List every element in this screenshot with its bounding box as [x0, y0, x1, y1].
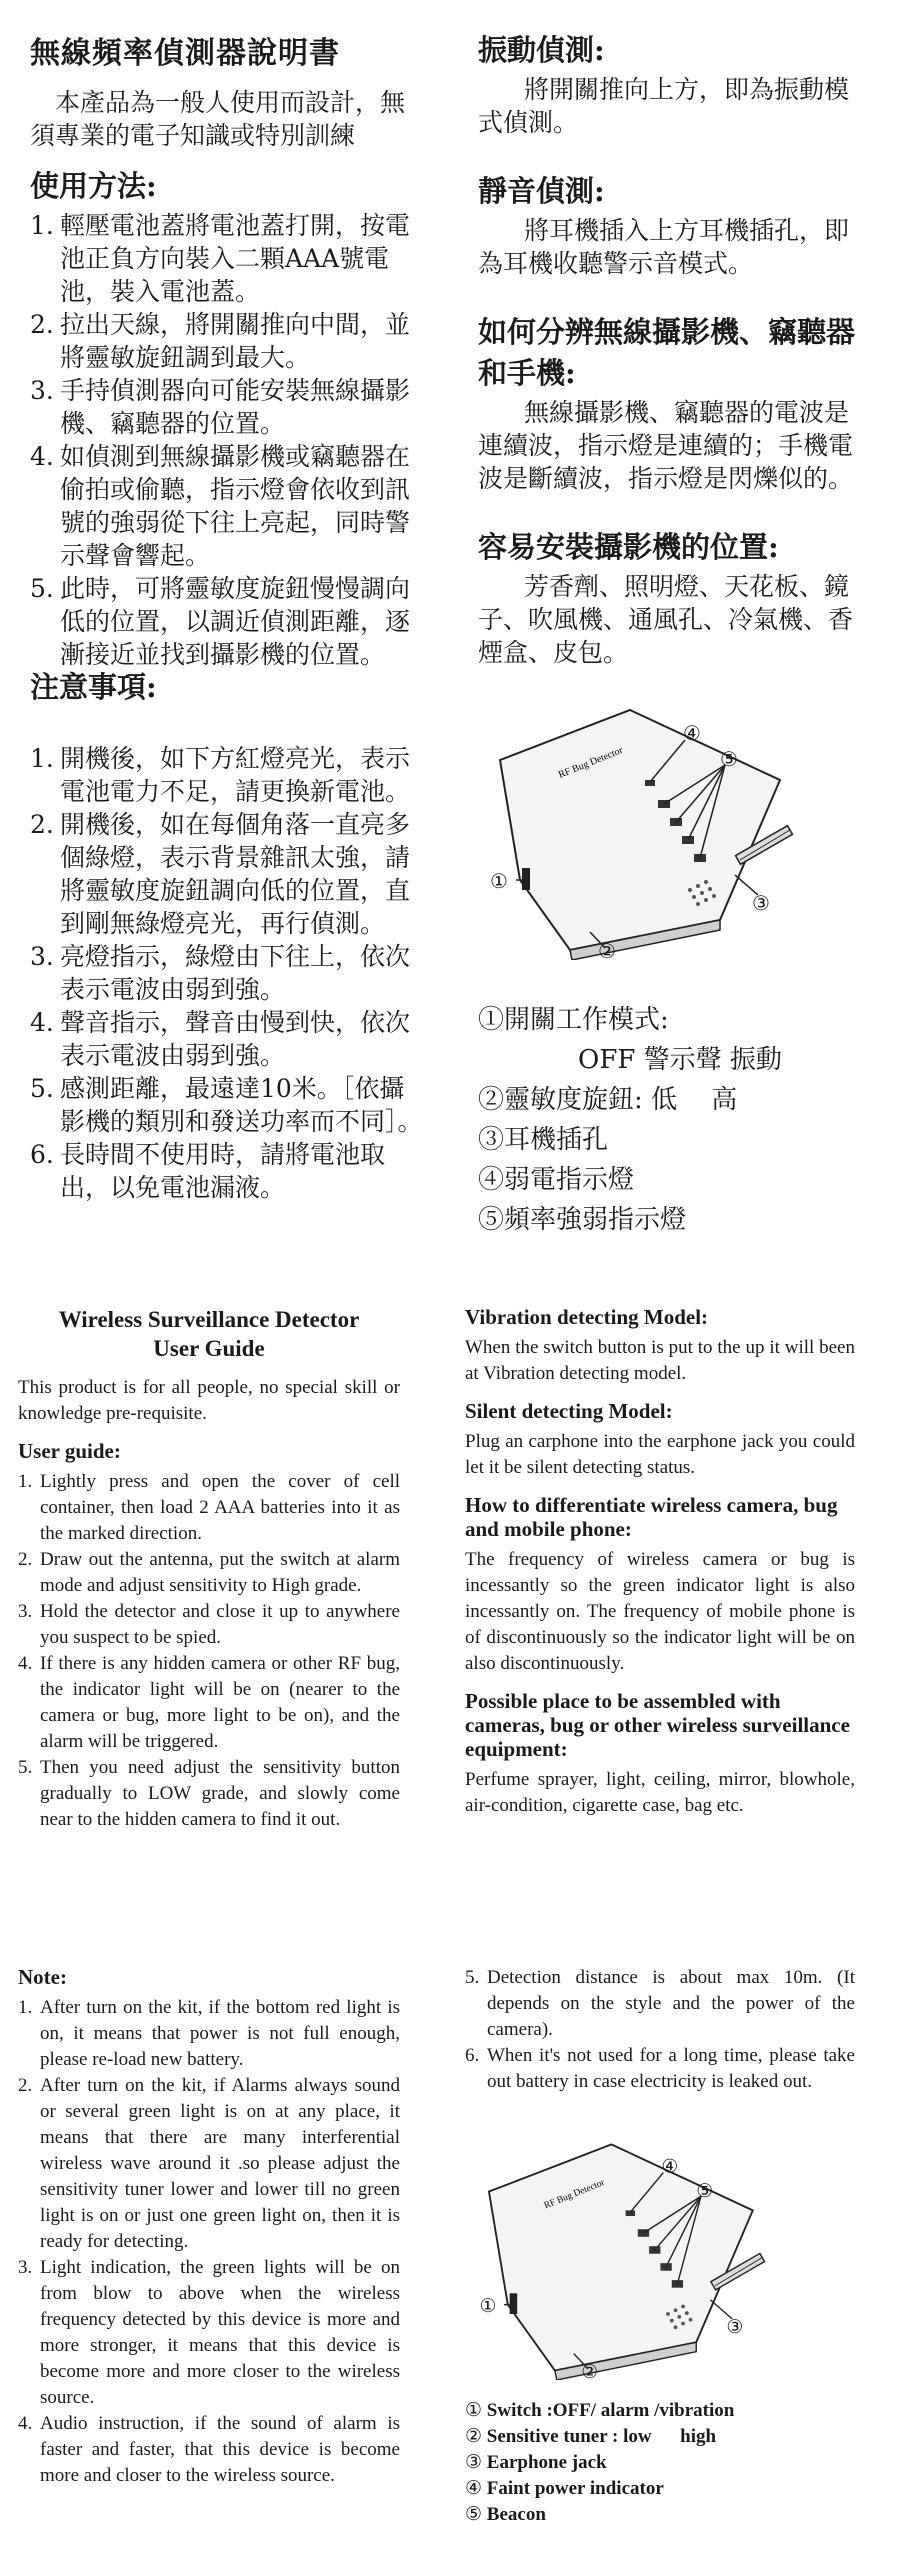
- mode-switch: [522, 868, 530, 890]
- zh-notes-list: [30, 742, 425, 1204]
- list-item: 6. 長時間不使用時，請將電池取出，以免電池漏液。: [30, 1140, 386, 1202]
- legend-item: ⑤頻率強弱指示燈: [478, 1205, 687, 1235]
- list-item: 4. If there is any hidden camera or other RF bug, the indicator light will be on (nearer to the camera or bug, more light to be on), and the alarm will be triggered.: [18, 1653, 400, 1752]
- legend-item: ④弱電指示燈: [478, 1165, 635, 1195]
- en-vibration-text: When the switch button is put to the up it will been at Vibration detecting model.: [465, 1337, 855, 1384]
- list-item: 5. Then you need adjust the sensitivity button gradually to LOW grade, and slowly come near to the hidden camera to find it out.: [18, 1757, 400, 1830]
- en-vibration-heading: Vibration detecting Model:: [465, 1305, 709, 1329]
- en-guide-list: [18, 1469, 400, 1833]
- list-item: 2. 開機後，如在每個角落一直亮多個綠燈，表示背景雜訊太強，請將靈敏度旋鈕調向低的位置，直到剛無綠燈亮光，再行偵測。: [30, 810, 411, 938]
- zh-vibration-text: 將開關推向上方，即為振動模式偵測。: [478, 75, 850, 137]
- legend-item: ② Sensitive tuner : low high: [465, 2426, 717, 2447]
- list-item: 3. Light indication, the green lights will be on from blow to above when the wireless frequency detected by this device is more and more stronger, it means that this device is become more and more closer to the wireless source.: [18, 2257, 400, 2408]
- zh-title: 無線頻率偵測器說明書: [30, 36, 340, 71]
- legend-item: ②靈敏度旋鈕: 低 高: [478, 1085, 738, 1115]
- zh-silent-heading: 靜音偵測:: [478, 174, 605, 208]
- zh-notes-section: [30, 665, 425, 1204]
- en-guide-heading: User guide:: [18, 1439, 121, 1463]
- en-distinguish-heading: How to differentiate wireless camera, bug and mobile phone:: [465, 1493, 838, 1541]
- callout-5: ⑤: [696, 2181, 714, 2203]
- en-title: Wireless Surveillance Detector User Guide: [58, 1307, 360, 1361]
- callout-5: ⑤: [720, 747, 738, 771]
- callout-1: ①: [479, 2296, 497, 2318]
- callout-2: ②: [598, 939, 616, 960]
- list-item: 4. 如偵測到無線攝影機或竊聽器在偷拍或偷聽，指示燈會依收到訊號的強弱從下往上亮起，同時警示聲會響起。: [30, 442, 411, 570]
- en-note-section: [18, 1965, 400, 2489]
- zh-places-heading: 容易安裝攝影機的位置:: [478, 530, 779, 564]
- list-item: 6. When it's not used for a long time, please take out battery in case electricity is leaked out.: [465, 2045, 855, 2092]
- legend-item: OFF 警示聲 振動: [578, 1045, 782, 1075]
- callout-3: ③: [726, 2316, 744, 2338]
- list-item: 5. 感測距離，最遠達10米。［依攝影機的類別和發送功率而不同］。: [30, 1074, 423, 1136]
- device-body: [489, 2144, 753, 2380]
- zh-intro: 本產品為一般人使用而設計，無須專業的電子知識或特別訓練: [30, 88, 406, 150]
- legend-item: ① Switch :OFF/ alarm /vibration: [465, 2400, 735, 2421]
- list-item: 3. Hold the detector and close it up to anywhere you suspect to be spied.: [18, 1601, 400, 1648]
- device-illustration-en: [470, 2135, 800, 2380]
- list-item: 4. Audio instruction, if the sound of alarm is faster and faster, that this device is become more and closer to the wireless source.: [18, 2413, 400, 2486]
- en-silent-text: Plug an carphone into the earphone jack you could let it be silent detecting status.: [465, 1431, 855, 1478]
- list-item: 2. After turn on the kit, if Alarms always sound or several green light is on at any place, it means that there are many interferential wireless wave around it .so please adjust the sensitivity tuner lower and lower till no green light is on or just one green light on, then it is ready for detecting.: [18, 2075, 400, 2252]
- en-note-heading: Note:: [18, 1965, 67, 1989]
- en-silent-heading: Silent detecting Model:: [465, 1399, 673, 1423]
- zh-usage-list: [30, 209, 425, 671]
- en-intro: This product is for all people, no special skill or knowledge pre-requisite.: [18, 1377, 400, 1424]
- list-item: 1. 輕壓電池蓋將電池蓋打開，按電池正負方向裝入二顆AAA號電池，裝入電池蓋。: [30, 211, 411, 306]
- device-label: RF Bug Detector: [542, 2177, 607, 2212]
- zh-distinguish-text: 無線攝影機、竊聽器的電波是連續波，指示燈是連續的；手機電波是斷續波，指示燈是閃爍似的。: [478, 398, 854, 493]
- list-item: 5. Detection distance is about max 10m. (It depends on the style and the power of the camera).: [465, 1967, 855, 2040]
- en-places-heading: Possible place to be assembled with cameras, bug or other wireless surveillance equipment:: [465, 1689, 850, 1761]
- callout-4: ④: [683, 721, 701, 745]
- en-note-list: [18, 1995, 400, 2489]
- device-body: [500, 710, 780, 960]
- zh-distinguish-heading: 如何分辨無線攝影機、竊聽器和手機:: [478, 315, 856, 390]
- device-label: RF Bug Detector: [557, 744, 625, 781]
- list-item: 2. Draw out the antenna, put the switch at alarm mode and adjust sensitivity to High grade.: [18, 1549, 400, 1596]
- legend-item: ③ Earphone jack: [465, 2452, 607, 2473]
- en-right-column: [465, 1305, 855, 1831]
- callout-1: ①: [490, 869, 508, 893]
- zh-left-column: [30, 28, 425, 671]
- zh-right-column: [478, 28, 873, 699]
- list-item: 1. 開機後，如下方紅燈亮光，表示電池電力不足，請更換新電池。: [30, 744, 411, 806]
- zh-vibration-heading: 振動偵測:: [478, 33, 605, 67]
- mode-switch: [510, 2293, 518, 2314]
- zh-silent-text: 將耳機插入上方耳機插孔，即為耳機收聽警示音模式。: [478, 216, 850, 278]
- zh-notes-heading: 注意事項:: [30, 670, 157, 704]
- en-distinguish-text: The frequency of wireless camera or bug is incessantly so the green indicator light is also incessantly on. The frequency of mobile phone is of discontinuously so the indicator light will be on also discontinuously.: [465, 1549, 855, 1674]
- zh-legend: [478, 1000, 878, 1240]
- list-item: 1. After turn on the kit, if the bottom red light is on, it means that power is not full enough, please re-load new battery.: [18, 1997, 400, 2070]
- en-note-continued: [465, 1965, 855, 2095]
- legend-item: ⑤ Beacon: [465, 2504, 546, 2525]
- list-item: 3. 亮燈指示，綠燈由下往上，依次表示電波由弱到強。: [30, 942, 411, 1004]
- en-legend: [465, 2398, 865, 2528]
- zh-places-text: 芳香劑、照明燈、天花板、鏡子、吹風機、通風孔、冷氣機、香煙盒、皮包。: [478, 572, 854, 667]
- callout-2: ②: [581, 2362, 599, 2380]
- en-left-column: [18, 1305, 400, 1833]
- en-places-text: Perfume sprayer, light, ceiling, mirror, blowhole, air-condition, cigarette case, bag etc.: [465, 1769, 855, 1816]
- legend-item: ①開關工作模式:: [478, 1005, 669, 1035]
- zh-usage-heading: 使用方法:: [30, 169, 157, 203]
- list-item: 1. Lightly press and open the cover of cell container, then load 2 AAA batteries into it as the marked direction.: [18, 1471, 400, 1544]
- list-item: 3. 手持偵測器向可能安裝無線攝影機、竊聽器的位置。: [30, 376, 411, 438]
- legend-item: ④ Faint power indicator: [465, 2478, 664, 2499]
- device-illustration: [480, 700, 830, 960]
- list-item: 2. 拉出天線，將開關推向中間，並將靈敏旋鈕調到最大。: [30, 310, 411, 372]
- legend-item: ③耳機插孔: [478, 1125, 609, 1155]
- callout-3: ③: [752, 891, 770, 915]
- callout-4: ④: [661, 2156, 679, 2178]
- list-item: 4. 聲音指示，聲音由慢到快，依次表示電波由弱到強。: [30, 1008, 411, 1070]
- list-item: 5. 此時，可將靈敏度旋鈕慢慢調向低的位置，以調近偵測距離，逐漸接近並找到攝影機的位置。: [30, 574, 411, 669]
